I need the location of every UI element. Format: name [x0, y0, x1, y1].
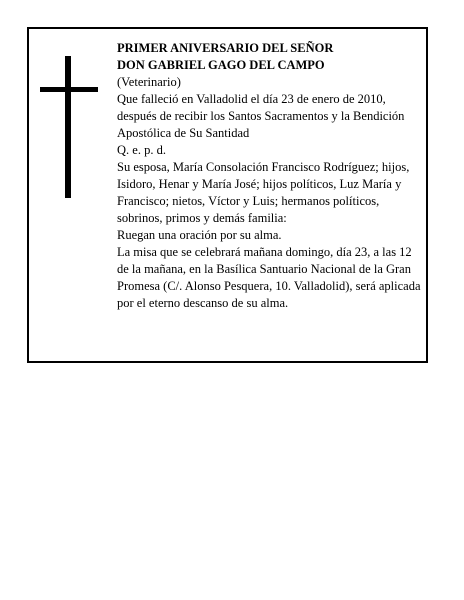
- notice-text: [117, 40, 425, 312]
- obituary-notice: [27, 27, 428, 363]
- notice-heading-line-1: PRIMER ANIVERSARIO DEL SEÑOR: [117, 41, 334, 55]
- notice-profession: (Veterinario): [117, 75, 181, 89]
- notice-family: Su esposa, María Consolación Francisco Rodríguez; hijos, Isidoro, Henar y María José; hijos políticos, Luz María y Francisco; nietos, Víctor y Luis; hermanos políticos, sobrinos, primos y demás familia:: [117, 160, 410, 225]
- notice-prayer-request: Ruegan una oración por su alma.: [117, 228, 282, 242]
- notice-rip: Q. e. p. d.: [117, 143, 166, 157]
- cross-icon: [40, 56, 98, 198]
- notice-heading-line-2: DON GABRIEL GAGO DEL CAMPO: [117, 58, 325, 72]
- notice-death-statement: Que falleció en Valladolid el día 23 de enero de 2010, después de recibir los Santos Sacramentos y la Bendición Apostólica de Su Santidad: [117, 92, 405, 140]
- cross-horizontal-bar: [40, 87, 98, 92]
- cross-vertical-bar: [65, 56, 71, 198]
- notice-mass-details: La misa que se celebrará mañana domingo, día 23, a las 12 de la mañana, en la Basílica Santuario Nacional de la Gran Promesa (C/. Alonso Pesquera, 10. Valladolid), será aplicada por el eterno descanso de su alma.: [117, 245, 421, 310]
